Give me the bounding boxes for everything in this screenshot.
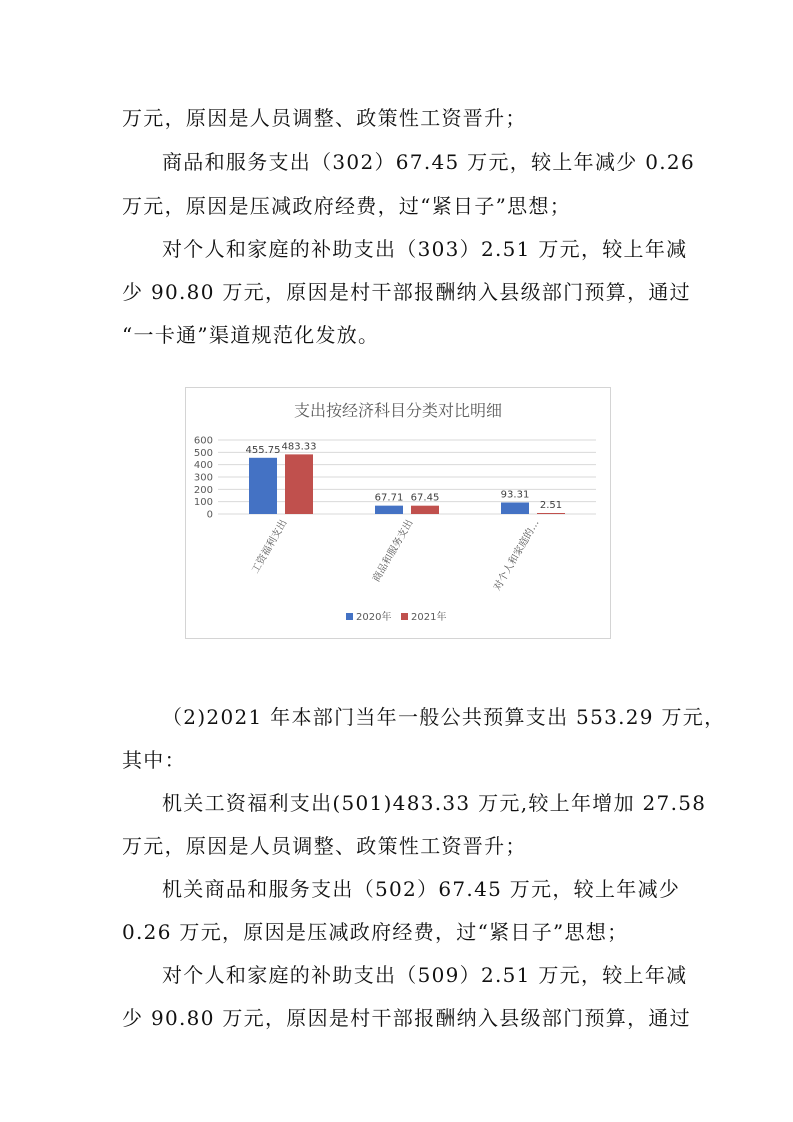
data-label: 67.71 [374,492,404,504]
paragraph-line: 对个人和家庭的补助支出（303）2.51 万元，较上年减 [162,237,688,261]
y-tick-label: 400 [193,460,213,472]
paragraph-line: 对个人和家庭的补助支出（509）2.51 万元，较上年减 [162,963,688,987]
data-label: 93.31 [500,489,530,501]
bar [537,513,565,514]
bar [375,506,403,514]
paragraph-line: 万元，原因是人员调整、政策性工资晋升； [122,834,527,858]
paragraph-line: 其中： [122,748,186,772]
paragraph-line: 万元，原因是人员调整、政策性工资晋升； [122,106,527,130]
paragraph-line: 万元，原因是压减政府经费，过“紧日子”思想； [122,194,572,218]
chart-svg [186,388,610,638]
data-label: 2.51 [539,500,563,511]
y-tick-label: 300 [193,472,213,484]
chart-title: 支出按经济科目分类对比明细 [293,401,502,420]
paragraph-line: 机关工资福利支出(501)483.33 万元,较上年增加 27.58 [162,791,707,815]
paragraph-line: （2)2021 年本部门当年一般公共预算支出 553.29 万元， [162,705,726,729]
expenditure-comparison-chart [185,387,611,639]
bar [285,454,313,514]
category-label: 商品和服务支出 [371,518,416,585]
data-label: 483.33 [281,441,317,453]
bar [501,502,529,514]
paragraph-line: “一卡通”渠道规范化发放。 [122,323,380,347]
paragraph-line: 少 90.80 万元，原因是村干部报酬纳入县级部门预算，通过 [122,1006,691,1030]
legend-swatch [401,613,408,620]
y-tick-label: 100 [193,497,213,509]
paragraph-line: 机关商品和服务支出（502）67.45 万元，较上年减少 [162,877,681,901]
bar [411,506,439,514]
legend-label: 2021年 [411,612,447,623]
legend-label: 2020年 [356,612,392,623]
y-tick-label: 200 [193,484,213,496]
paragraph-line: 商品和服务支出（302）67.45 万元，较上年减少 0.26 [162,150,695,174]
y-tick-label: 600 [193,435,213,447]
category-label: 工资福利支出 [250,518,290,576]
data-label: 455.75 [245,444,281,456]
category-label: 对个人和家庭的… [492,518,542,593]
data-label: 67.45 [410,492,440,504]
paragraph-line: 0.26 万元，原因是压减政府经费，过“紧日子”思想； [122,920,629,944]
y-tick-label: 500 [193,447,213,459]
bar [249,458,277,514]
legend-swatch [346,613,353,620]
y-tick-label: 0 [206,509,213,521]
paragraph-line: 少 90.80 万元，原因是村干部报酬纳入县级部门预算，通过 [122,280,691,304]
